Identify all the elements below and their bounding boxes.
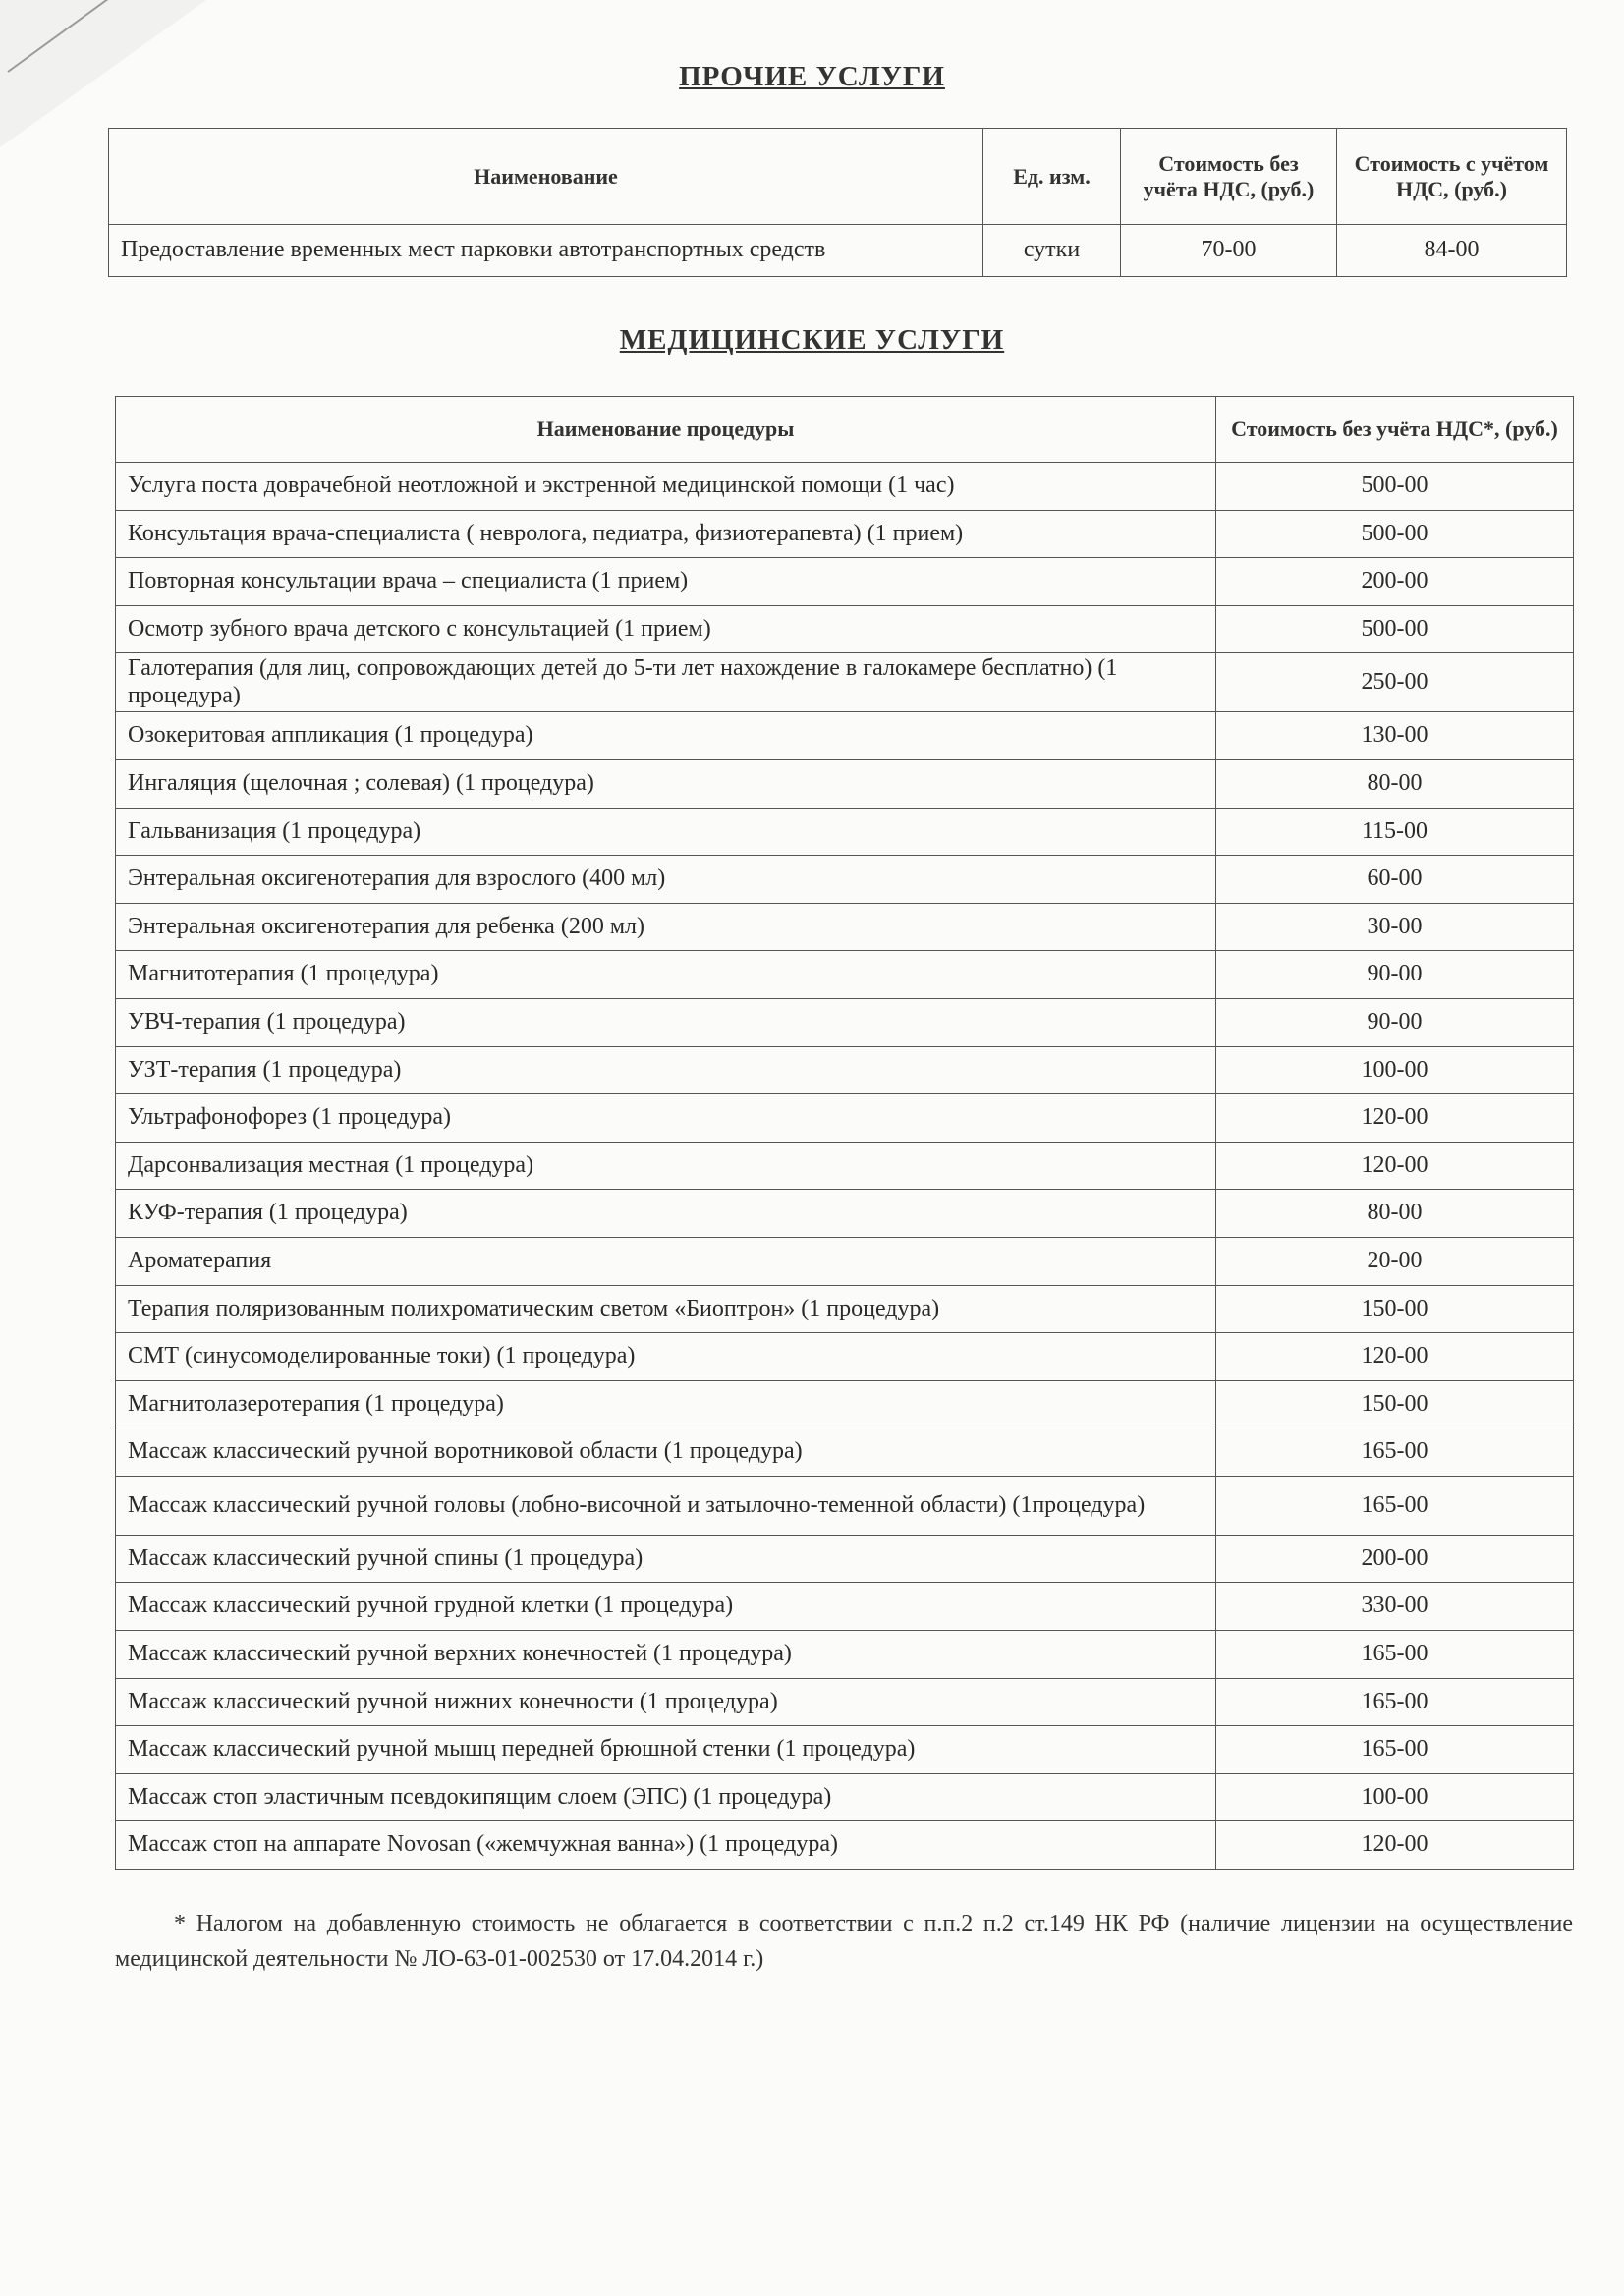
table-header-row (116, 397, 1574, 463)
procedure-name: УЗТ-терапия (1 процедура) (116, 1046, 1216, 1094)
procedure-price: 150-00 (1216, 1285, 1574, 1333)
table-row (116, 1237, 1574, 1285)
procedure-price: 100-00 (1216, 1046, 1574, 1094)
table-row (116, 1726, 1574, 1774)
table-row (116, 1333, 1574, 1381)
procedure-price: 250-00 (1216, 653, 1574, 712)
table-row (116, 1821, 1574, 1870)
service-cost-with-vat: 84-00 (1337, 225, 1567, 277)
procedure-price: 120-00 (1216, 1094, 1574, 1143)
procedure-price: 120-00 (1216, 1821, 1574, 1870)
procedure-name: Терапия поляризованным полихроматическим светом «Биоптрон» (1 процедура) (116, 1285, 1216, 1333)
table-row (116, 510, 1574, 558)
procedure-price: 20-00 (1216, 1237, 1574, 1285)
procedure-name: Массаж классический ручной мышц передней брюшной стенки (1 процедура) (116, 1726, 1216, 1774)
procedure-name: КУФ-терапия (1 процедура) (116, 1190, 1216, 1238)
table-header-row (109, 129, 1567, 225)
procedure-name: Галотерапия (для лиц, сопровождающих детей до 5-ти лет нахождение в галокамере бесплатно) (1 процедура) (116, 653, 1216, 712)
medical-services-title: МЕДИЦИНСКИЕ УСЛУГИ (619, 324, 1005, 356)
table-row (116, 1285, 1574, 1333)
procedure-price: 90-00 (1216, 951, 1574, 999)
other-services-table (108, 128, 1567, 277)
table-row (116, 1380, 1574, 1428)
table-row (116, 712, 1574, 760)
procedure-price: 200-00 (1216, 558, 1574, 606)
procedure-price: 150-00 (1216, 1380, 1574, 1428)
procedure-name: Магнитотерапия (1 процедура) (116, 951, 1216, 999)
service-name: Предоставление временных мест парковки автотранспортных средств (109, 225, 983, 277)
procedure-name: Ароматерапия (116, 1237, 1216, 1285)
table-row (116, 1142, 1574, 1190)
procedure-name: Энтеральная оксигенотерапия для взрослого (400 мл) (116, 856, 1216, 904)
procedure-price: 100-00 (1216, 1773, 1574, 1821)
procedure-price: 165-00 (1216, 1726, 1574, 1774)
procedure-name: Массаж классический ручной воротниковой области (1 процедура) (116, 1428, 1216, 1477)
table-row (116, 1631, 1574, 1679)
service-cost-no-vat: 70-00 (1121, 225, 1337, 277)
table-row (109, 225, 1567, 277)
table-row (116, 759, 1574, 808)
procedure-name: Повторная консультации врача – специалиста (1 прием) (116, 558, 1216, 606)
table-row (116, 1190, 1574, 1238)
table-row (116, 1678, 1574, 1726)
header-procedure-name: Наименование процедуры (116, 397, 1216, 463)
procedure-price: 500-00 (1216, 463, 1574, 511)
table-row (116, 998, 1574, 1046)
table-row (116, 1094, 1574, 1143)
procedure-name: Массаж классический ручной головы (лобно-височной и затылочно-теменной области) (1процедура) (116, 1476, 1216, 1535)
procedure-name: Массаж классический ручной нижних конечности (1 процедура) (116, 1678, 1216, 1726)
procedure-name: Консультация врача-специалиста ( невролога, педиатра, физиотерапевта) (1 прием) (116, 510, 1216, 558)
header-unit: Ед. изм. (983, 129, 1121, 225)
procedure-name: Энтеральная оксигенотерапия для ребенка (200 мл) (116, 903, 1216, 951)
medical-services-table (115, 396, 1574, 1870)
header-cost-no-vat: Стоимость без учёта НДС, (руб.) (1121, 129, 1337, 225)
procedure-price: 165-00 (1216, 1678, 1574, 1726)
table-row (116, 1583, 1574, 1631)
procedure-name: Массаж стоп на аппарате Novosan («жемчужная ванна») (1 процедура) (116, 1821, 1216, 1870)
procedure-price: 500-00 (1216, 510, 1574, 558)
procedure-price: 80-00 (1216, 759, 1574, 808)
procedure-name: Массаж классический ручной грудной клетки (1 процедура) (116, 1583, 1216, 1631)
table-row (116, 653, 1574, 712)
procedure-price: 500-00 (1216, 605, 1574, 653)
header-cost-with-vat: Стоимость с учётом НДС, (руб.) (1337, 129, 1567, 225)
table-row (116, 856, 1574, 904)
table-row (116, 558, 1574, 606)
table-row (116, 463, 1574, 511)
procedure-price: 30-00 (1216, 903, 1574, 951)
table-row (116, 1773, 1574, 1821)
table-row (116, 1476, 1574, 1535)
procedure-name: СМТ (синусомоделированные токи) (1 процедура) (116, 1333, 1216, 1381)
procedure-price: 165-00 (1216, 1476, 1574, 1535)
procedure-name: Массаж классический ручной верхних конечностей (1 процедура) (116, 1631, 1216, 1679)
table-row (116, 903, 1574, 951)
procedure-price: 200-00 (1216, 1535, 1574, 1583)
procedure-price: 165-00 (1216, 1631, 1574, 1679)
table-row (116, 1428, 1574, 1477)
procedure-price: 90-00 (1216, 998, 1574, 1046)
procedure-name: Гальванизация (1 процедура) (116, 808, 1216, 856)
other-services-title: ПРОЧИЕ УСЛУГИ (679, 61, 945, 92)
procedure-name: Дарсонвализация местная (1 процедура) (116, 1142, 1216, 1190)
header-procedure-cost: Стоимость без учёта НДС*, (руб.) (1216, 397, 1574, 463)
service-unit: сутки (983, 225, 1121, 277)
procedure-price: 120-00 (1216, 1333, 1574, 1381)
table-row (116, 808, 1574, 856)
header-name: Наименование (109, 129, 983, 225)
table-row (116, 605, 1574, 653)
procedure-name: Осмотр зубного врача детского с консультацией (1 прием) (116, 605, 1216, 653)
procedure-price: 115-00 (1216, 808, 1574, 856)
procedure-price: 120-00 (1216, 1142, 1574, 1190)
procedure-name: УВЧ-терапия (1 процедура) (116, 998, 1216, 1046)
vat-footnote: * Налогом на добавленную стоимость не облагается в соответствии с п.п.2 п.2 ст.149 НК РФ (наличие лицензии на осуществление медицинской деятельности № ЛО-63-01-002530 от 17.04.2014 г.) (115, 1911, 1573, 1972)
procedure-name: Озокеритовая аппликация (1 процедура) (116, 712, 1216, 760)
table-row (116, 1535, 1574, 1583)
procedure-price: 60-00 (1216, 856, 1574, 904)
procedure-name: Услуга поста доврачебной неотложной и экстренной медицинской помощи (1 час) (116, 463, 1216, 511)
procedure-name: Ингаляция (щелочная ; солевая) (1 процедура) (116, 759, 1216, 808)
table-row (116, 1046, 1574, 1094)
procedure-price: 80-00 (1216, 1190, 1574, 1238)
procedure-name: Магнитолазеротерапия (1 процедура) (116, 1380, 1216, 1428)
procedure-price: 165-00 (1216, 1428, 1574, 1477)
procedure-name: Ультрафонофорез (1 процедура) (116, 1094, 1216, 1143)
procedure-name: Массаж стоп эластичным псевдокипящим слоем (ЭПС) (1 процедура) (116, 1773, 1216, 1821)
procedure-name: Массаж классический ручной спины (1 процедура) (116, 1535, 1216, 1583)
table-row (116, 951, 1574, 999)
procedure-price: 130-00 (1216, 712, 1574, 760)
procedure-price: 330-00 (1216, 1583, 1574, 1631)
